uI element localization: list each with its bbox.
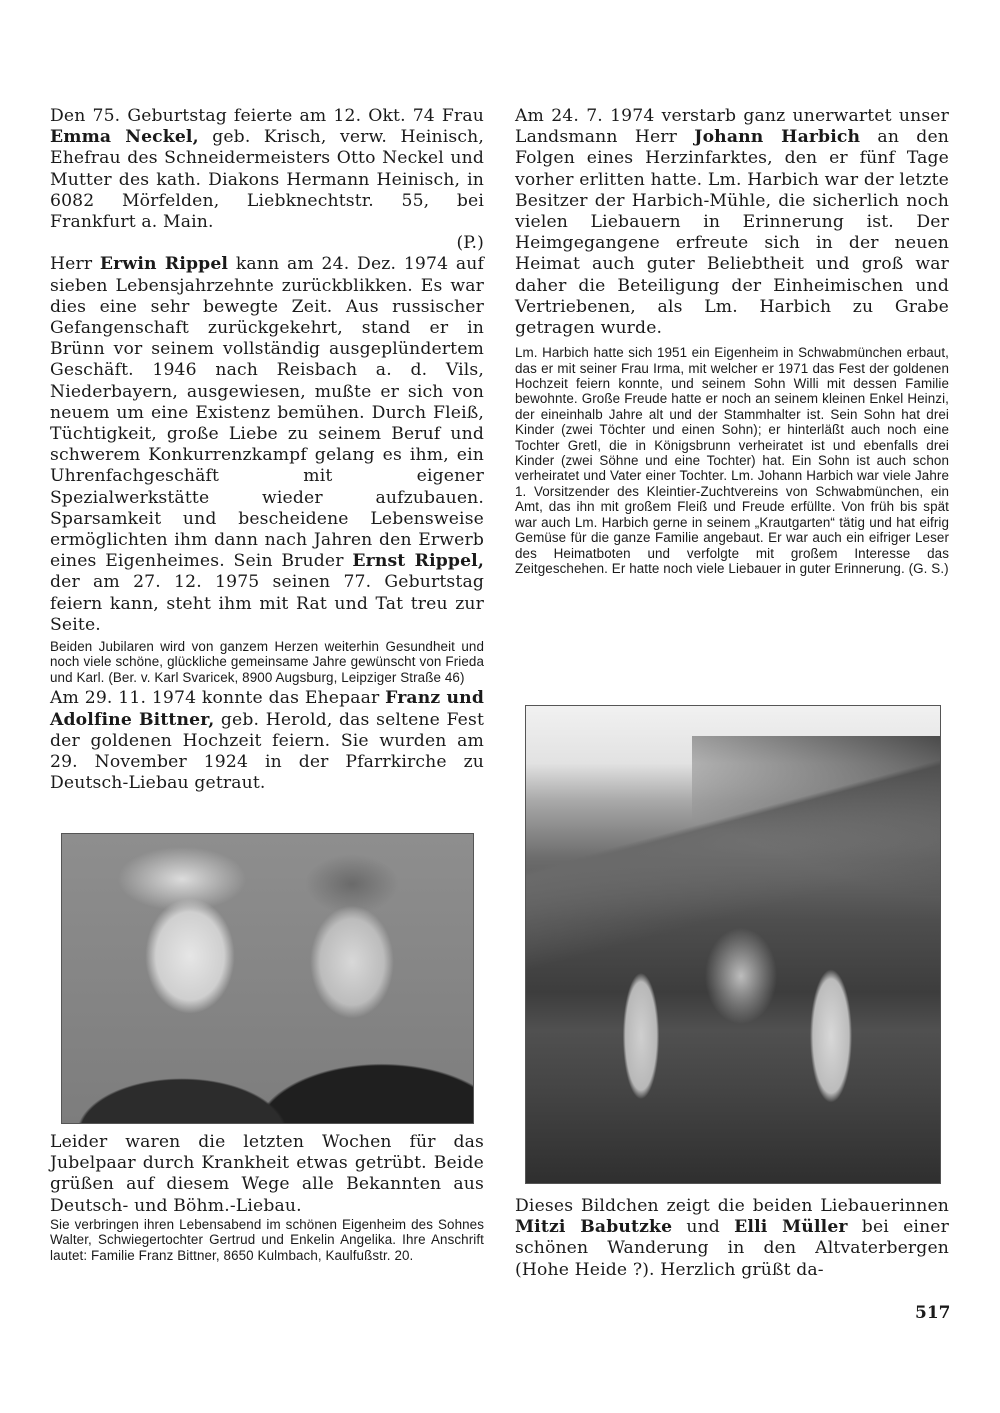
article-harbich: Am 24. 7. 1974 verstarb ganz unerwartet unser Landsmann Herr Johann Harbich an den Folgen eines Herzinfarktes, den er fünf Tage vorher erlitten hatte. Lm. Harbich war der letzte Besitzer der Harbich-Mühle, die sicherlich noch vielen Liebauern in Erinnerung ist. Der Heimgegangene erfreute sich in der neuen Heimat auch guter Beliebtheit und groß war daher die Beteiligung der Einheimischen und Vertriebenen, als Lm. Harbich zu Grabe getragen wurde. bbox=[515, 106, 949, 339]
person-name: Mitzi Babutzke bbox=[515, 1217, 673, 1238]
page-number: 517 bbox=[915, 1303, 951, 1323]
article-bittner: Am 29. 11. 1974 konnte das Ehepaar Franz und Adolfine Bittner, geb. Herold, das seltene Fest der goldenen Hochzeit feiern. Sie wurden am 29. November 1924 in der Pfarrkirche zu Deutsch-Liebau getraut. bbox=[50, 688, 485, 794]
landscape-hiking-photo bbox=[525, 705, 941, 1184]
person-name: Elli Müller bbox=[734, 1217, 848, 1238]
landscape-photo-caption: Dieses Bildchen zeigt die beiden Liebauerinnen Mitzi Babutzke und Elli Müller bei einer schönen Wanderung in den Altvaterbergen (Hohe Heide ?). Herzlich grüßt da- bbox=[515, 1196, 949, 1280]
couple-photo-caption bbox=[50, 1132, 484, 1263]
harbich-details: Lm. Harbich hatte sich 1951 ein Eigenheim in Schwabmünchen erbaut, das er mit seiner Frau Irma, mit welcher er 1971 das Fest der goldenen Hochzeit feiern konnte, und seinem Sohn Willi mit dessen Familie bewohnte. Große Freude hatte er noch an seinem kleinen Enkel Heinzi, der eineinhalb Jahre alt und der Stammhalter ist. Sein Sohn hat drei Kinder (zwei Töchter und einen Sohn); er hinterläßt auch noch eine Tochter Gretl, die in Königsbrunn verheiratet ist und ebenfalls drei Kinder (zwei Söhne und eine Tochter) hat. Ein Sohn ist auch schon verheiratet und Vater einer Tochter. Lm. Johann Harbich war viele Jahre 1. Vorsitzender des Kleintier-Zuchtvereins von Schwabmünchen, ein Amt, das ihn mit großem Fleiß und Freude erfüllte. Von früh bis spät war auch Lm. Harbich gerne in seinem „Krautgarten“ tätig und hat eifrig Gemüse für die ganze Familie angebaut. Er war auch ein eifriger Leser des Heimatboten und verfolgte mit großem Interesse das Zeitgeschehen. Er hatte noch viele Liebauer in guter Erinnerung. (G. S.) bbox=[515, 345, 949, 576]
article-neckel: Den 75. Geburtstag feierte am 12. Okt. 74 Frau Emma Neckel, geb. Krisch, verw. Heinisch, Ehefrau des Schneidermeisters Otto Neckel und Mutter des kath. Diakons Hermann Heinisch, in 6082 Mörfelden, Liebknechtstr. 55, bei Frankfurt a. Main. (P.) bbox=[50, 106, 484, 254]
right-column bbox=[515, 106, 949, 576]
rippel-wishes: Beiden Jubilaren wird von ganzem Herzen weiterhin Gesundheit und noch viele schöne, glückliche gemeinsame Jahre gewünscht von Frieda und Karl. (Ber. v. Karl Svaricek, 8900 Augsburg, Leipziger Straße 46) bbox=[50, 639, 484, 685]
left-column bbox=[50, 106, 484, 794]
person-name: Emma Neckel, bbox=[50, 127, 199, 148]
person-name: Ernst Rippel, bbox=[352, 551, 484, 572]
author-signature: (P.) bbox=[456, 233, 484, 254]
caption-address: Sie verbringen ihren Lebensabend im schönen Eigenheim des Sohnes Walter, Schwiegertochter Gertrud und Enkelin Angelika. Ihre Anschrift lautet: Familie Franz Bittner, 8650 Kulmbach, Kaulfußstr. 20. bbox=[50, 1216, 484, 1263]
person-name: Franz und Adolfine Bittner, bbox=[50, 688, 484, 730]
article-rippel: Herr Erwin Rippel kann am 24. Dez. 1974 auf sieben Lebensjahrzehnte zurückblikken. Es war dies eine sehr bewegte Zeit. Aus russischer Gefangenschaft zurückgekehrt, stand er in Brünn vor seinem vollständig ausgeplündertem Geschäft. 1946 nach Reisbach a. d. Vils, Niederbayern, ausgewiesen, mußte er sich von neuem um eine Existenz bemühen. Durch Fleiß, Tüchtigkeit, große Liebe zu seinem Beruf und schwerem Konkurrenzkampf gelang es ihm, ein Uhrenfachgeschäft mit eigener Spezialwerkstätte wieder aufzubauen. Sparsamkeit und bescheidene Lebensweise ermöglichten ihm dann nach Jahren den Erwerb eines Eigenheimes. Sein Bruder Ernst Rippel, der am 27. 12. 1975 seinen 77. Geburtstag feiern kann, steht ihm mit Rat und Tat treu zur Seite. bbox=[50, 254, 485, 635]
couple-portrait-photo bbox=[61, 833, 474, 1124]
caption-text: Leider waren die letzten Wochen für das Jubelpaar durch Krankheit etwas getrübt. Beide grüßen auf diesem Wege alle Bekannten aus Deutsch- und Böhm.-Liebau. bbox=[50, 1132, 484, 1216]
person-name: Erwin Rippel bbox=[99, 254, 229, 275]
person-name: Johann Harbich bbox=[694, 127, 861, 148]
